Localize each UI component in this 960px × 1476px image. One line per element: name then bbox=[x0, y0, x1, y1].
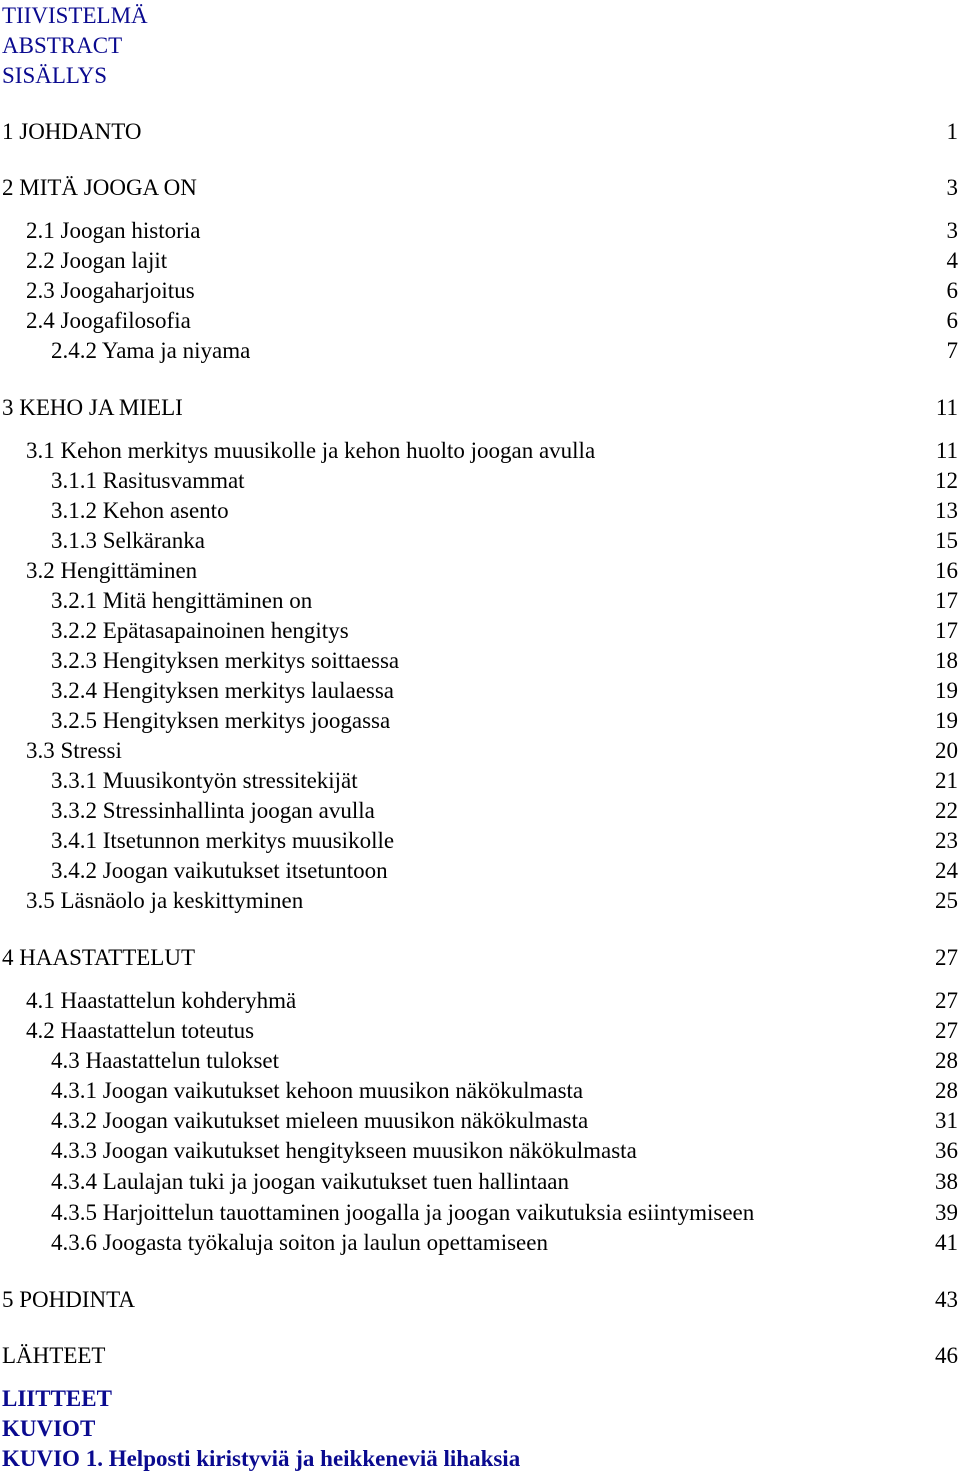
toc-entry[interactable] bbox=[0, 986, 960, 1016]
toc-entry-page: 17 bbox=[935, 588, 958, 613]
toc-entry[interactable] bbox=[0, 616, 960, 646]
front-matter-label: ABSTRACT bbox=[2, 33, 123, 58]
toc-entry-page: 21 bbox=[935, 768, 958, 793]
toc-entry[interactable] bbox=[0, 216, 960, 246]
toc-entry[interactable] bbox=[0, 1016, 960, 1046]
toc-entry-page: 11 bbox=[935, 395, 958, 420]
toc-entry[interactable] bbox=[0, 586, 960, 616]
toc-entry-page: 23 bbox=[935, 828, 958, 853]
toc-entry-page: 28 bbox=[935, 1048, 958, 1073]
toc-entry-page: 25 bbox=[935, 888, 958, 913]
toc-entry-page: 24 bbox=[935, 858, 958, 883]
toc-entry[interactable] bbox=[0, 1046, 960, 1076]
toc-entry-title: 4.3.2 Joogan vaikutukset mieleen muusikon näkökulmasta bbox=[51, 1108, 589, 1133]
toc-entry-page: 6 bbox=[946, 278, 958, 303]
toc-entry-title: 3.3.2 Stressinhallinta joogan avulla bbox=[51, 798, 375, 823]
toc-entry-page: 27 bbox=[935, 1018, 958, 1043]
front-matter-sisallys[interactable] bbox=[0, 61, 960, 91]
toc-entry-page: 3 bbox=[946, 175, 958, 200]
back-matter-kuvio-1[interactable] bbox=[0, 1444, 960, 1474]
toc-entry[interactable] bbox=[0, 436, 960, 466]
toc-entry-title: 3.1.3 Selkäranka bbox=[51, 528, 205, 553]
toc-entry[interactable] bbox=[0, 336, 960, 366]
toc-entry-title: 3.1 Kehon merkitys muusikolle ja kehon huolto joogan avulla bbox=[26, 438, 596, 463]
toc-entry-title: 5 POHDINTA bbox=[2, 1287, 135, 1312]
toc-entry-title: 4.3.3 Joogan vaikutukset hengitykseen muusikon näkökulmasta bbox=[51, 1138, 637, 1163]
toc-entry[interactable] bbox=[0, 1285, 960, 1315]
toc-entry[interactable] bbox=[0, 943, 960, 973]
toc-entry-title: 3.1.2 Kehon asento bbox=[51, 498, 229, 523]
toc-entry-page: 27 bbox=[935, 945, 958, 970]
toc-entry[interactable] bbox=[0, 526, 960, 556]
toc-entry[interactable] bbox=[0, 796, 960, 826]
toc-entry[interactable] bbox=[0, 306, 960, 336]
toc-entry-title: 4.3.4 Laulajan tuki ja joogan vaikutukset tuen hallintaan bbox=[51, 1169, 570, 1194]
toc-entry-page: 7 bbox=[946, 338, 958, 363]
toc-entry[interactable] bbox=[0, 1167, 960, 1197]
toc-entry[interactable] bbox=[0, 1106, 960, 1136]
toc-entry-page: 28 bbox=[935, 1078, 958, 1103]
back-matter-label: KUVIOT bbox=[2, 1416, 96, 1441]
toc-entry-page: 16 bbox=[935, 558, 958, 583]
toc-entry-title: 3.2.3 Hengityksen merkitys soittaessa bbox=[51, 648, 400, 673]
toc-entry-page: 11 bbox=[935, 438, 958, 463]
toc-entry[interactable] bbox=[0, 646, 960, 676]
front-matter-abstract[interactable] bbox=[0, 31, 960, 61]
toc-entry[interactable] bbox=[0, 556, 960, 586]
toc-entry-page: 22 bbox=[935, 798, 958, 823]
toc-entry[interactable] bbox=[0, 1341, 960, 1371]
toc-entry-title: 3.4.2 Joogan vaikutukset itsetuntoon bbox=[51, 858, 388, 883]
toc-entry-title: 2.1 Joogan historia bbox=[26, 218, 201, 243]
toc-entry-page: 20 bbox=[935, 738, 958, 763]
toc-entry-page: 46 bbox=[935, 1343, 958, 1368]
toc-entry-page: 17 bbox=[935, 618, 958, 643]
toc-entry[interactable] bbox=[0, 706, 960, 736]
toc-entry[interactable] bbox=[0, 276, 960, 306]
toc-entry-title: 3.2 Hengittäminen bbox=[26, 558, 198, 583]
toc-entry-page: 6 bbox=[946, 308, 958, 333]
toc-entry-title: 2 MITÄ JOOGA ON bbox=[2, 175, 197, 200]
toc-entry-title: 3.2.2 Epätasapainoinen hengitys bbox=[51, 618, 349, 643]
toc-entry[interactable] bbox=[0, 676, 960, 706]
front-matter-label: SISÄLLYS bbox=[2, 63, 108, 88]
back-matter-liitteet[interactable] bbox=[0, 1384, 960, 1414]
toc-entry-page: 31 bbox=[935, 1108, 958, 1133]
toc-entry-title: 4.3 Haastattelun tulokset bbox=[51, 1048, 280, 1073]
toc-entry[interactable] bbox=[0, 886, 960, 916]
toc-entry-page: 4 bbox=[946, 248, 958, 273]
toc-entry[interactable] bbox=[0, 246, 960, 276]
toc-entry-title: 4.3.6 Joogasta työkaluja soiton ja laulun opettamiseen bbox=[51, 1230, 548, 1255]
toc-entry-page: 36 bbox=[935, 1138, 958, 1163]
toc-entry[interactable] bbox=[0, 117, 960, 147]
toc-entry-title: 3.2.1 Mitä hengittäminen on bbox=[51, 588, 313, 613]
toc-entry-page: 12 bbox=[935, 468, 958, 493]
toc-entry-title: 3.2.4 Hengityksen merkitys laulaessa bbox=[51, 678, 395, 703]
toc-entry[interactable] bbox=[0, 856, 960, 886]
toc-entry[interactable] bbox=[0, 496, 960, 526]
back-matter-kuviot[interactable] bbox=[0, 1414, 960, 1444]
toc-entry-page: 15 bbox=[935, 528, 958, 553]
toc-entry-title: 4.1 Haastattelun kohderyhmä bbox=[26, 988, 297, 1013]
toc-entry-title: 1 JOHDANTO bbox=[2, 119, 142, 144]
toc-entry-title: 4.3.5 Harjoittelun tauottaminen joogalla ja joogan vaikutuksia esiintymiseen bbox=[51, 1200, 755, 1225]
toc-entry[interactable] bbox=[0, 826, 960, 856]
front-matter-label: TIIVISTELMÄ bbox=[2, 3, 148, 28]
toc-entry-title: 4 HAASTATTELUT bbox=[2, 945, 195, 970]
toc-entry-title: 2.4 Joogafilosofia bbox=[26, 308, 191, 333]
toc-entry-page: 19 bbox=[935, 708, 958, 733]
toc-entry-title: 4.2 Haastattelun toteutus bbox=[26, 1018, 255, 1043]
back-matter-label: LIITTEET bbox=[2, 1386, 112, 1411]
toc-entry-title: 3.5 Läsnäolo ja keskittyminen bbox=[26, 888, 304, 913]
toc-entry-page: 3 bbox=[946, 218, 958, 243]
toc-entry[interactable] bbox=[0, 1228, 960, 1258]
toc-entry-page: 1 bbox=[946, 119, 958, 144]
toc-entry-title: 3.3 Stressi bbox=[26, 738, 122, 763]
toc-entry-page: 43 bbox=[935, 1287, 958, 1312]
toc-entry-title: 3.2.5 Hengityksen merkitys joogassa bbox=[51, 708, 391, 733]
toc-entry[interactable] bbox=[0, 1136, 960, 1166]
toc-entry[interactable] bbox=[0, 1076, 960, 1106]
toc-entry-title: 4.3.1 Joogan vaikutukset kehoon muusikon näkökulmasta bbox=[51, 1078, 584, 1103]
toc-entry[interactable] bbox=[0, 736, 960, 766]
toc-entry-title: 3.3.1 Muusikontyön stressitekijät bbox=[51, 768, 358, 793]
toc-entry[interactable] bbox=[0, 766, 960, 796]
toc-entry-page: 13 bbox=[935, 498, 958, 523]
toc-entry-title: 3.4.1 Itsetunnon merkitys muusikolle bbox=[51, 828, 395, 853]
toc-entry-title: 2.4.2 Yama ja niyama bbox=[51, 338, 251, 363]
back-matter-label: KUVIO 1. Helposti kiristyviä ja heikkeneviä lihaksia bbox=[2, 1446, 521, 1471]
toc-entry-page: 39 bbox=[935, 1200, 958, 1225]
toc-entry[interactable] bbox=[0, 173, 960, 203]
toc-entry-title: LÄHTEET bbox=[2, 1343, 106, 1368]
toc-entry[interactable] bbox=[0, 466, 960, 496]
toc-entry-page: 27 bbox=[935, 988, 958, 1013]
toc-entry-title: 2.2 Joogan lajit bbox=[26, 248, 168, 273]
toc-entry-title: 3.1.1 Rasitusvammat bbox=[51, 468, 245, 493]
toc-entry[interactable] bbox=[0, 393, 960, 423]
toc-entry-title: 2.3 Joogaharjoitus bbox=[26, 278, 195, 303]
toc-entry-page: 19 bbox=[935, 678, 958, 703]
toc-entry-title: 3 KEHO JA MIELI bbox=[2, 395, 183, 420]
toc-entry-page: 41 bbox=[935, 1230, 958, 1255]
front-matter-tiivistelma[interactable] bbox=[0, 1, 960, 31]
toc-entry-page: 38 bbox=[935, 1169, 958, 1194]
toc-entry-page: 18 bbox=[935, 648, 958, 673]
toc-entry[interactable] bbox=[0, 1198, 960, 1228]
